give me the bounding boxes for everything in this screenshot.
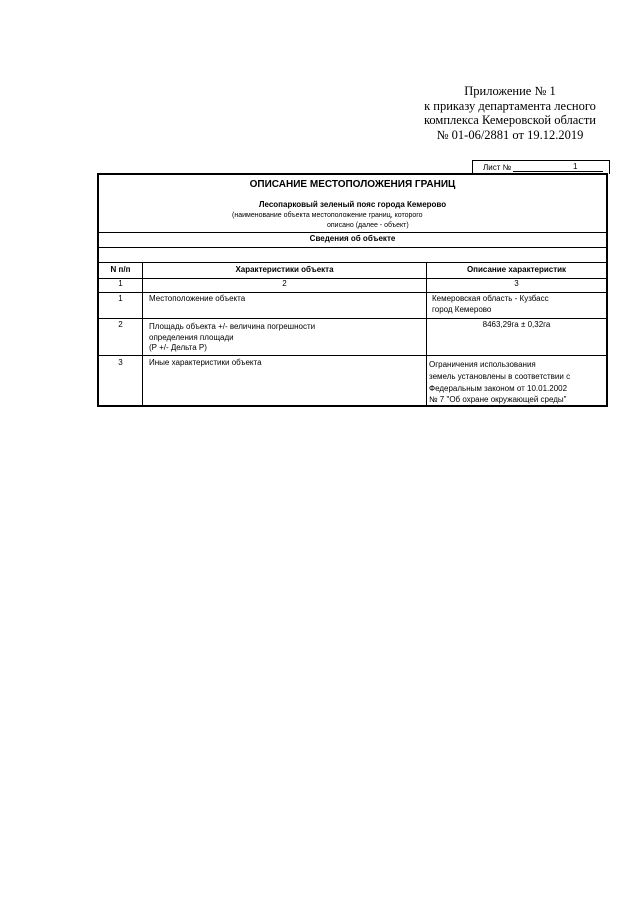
appendix-header (380, 84, 640, 142)
row-3-desc-line-2: земель установлены в соответствии с (429, 372, 571, 381)
col-number-2: 2 (282, 279, 287, 288)
divider-row-1 (99, 318, 606, 319)
row-2-num: 2 (118, 320, 123, 329)
row-1-desc-line-2: город Кемерово (432, 305, 492, 314)
object-note-line-1: (наименование объекта местоположение границ, которого (232, 212, 423, 219)
sheet-number-box (472, 160, 610, 174)
divider-title (99, 232, 606, 233)
row-3-desc-line-1: Ограничения использования (429, 360, 536, 369)
row-2-char-line-1: Площадь объекта +/- величина погрешности (149, 322, 316, 331)
object-name: Лесопарковый зеленый пояс города Кемерово (258, 200, 447, 209)
row-3-num: 3 (118, 358, 123, 367)
row-2-char-line-3: (P +/- Дельта P) (149, 343, 207, 352)
divider-section (99, 247, 606, 248)
sheet-number: 1 (573, 162, 578, 171)
sheet-underline (513, 171, 603, 172)
row-1-characteristic: Местоположение объекта (149, 294, 246, 303)
row-1-desc-line-1: Кемеровская область - Кузбасс (432, 294, 549, 303)
col-number-1: 1 (118, 279, 123, 288)
header-description: Описание характеристик (466, 265, 567, 274)
row-3-characteristic: Иные характеристики объекта (149, 358, 262, 367)
row-2-desc: 8463,29га ± 0,32га (482, 320, 551, 329)
object-note-line-2: описано (далее - объект) (327, 222, 409, 229)
appendix-line-1: Приложение № 1 (464, 84, 556, 98)
sheet-label: Лист № (483, 163, 512, 172)
row-3-desc-line-3: Федеральным законом от 10.01.2002 (429, 384, 568, 393)
document-title: ОПИСАНИЕ МЕСТОПОЛОЖЕНИЯ ГРАНИЦ (249, 179, 456, 190)
header-num: N п/п (110, 265, 131, 274)
row-1-num: 1 (118, 294, 123, 303)
divider-col-numbers (99, 292, 606, 293)
appendix-line-3: комплекса Кемеровской области (423, 113, 596, 128)
boundary-description-table (97, 173, 608, 407)
appendix-line-4: № 01-06/2881 от 19.12.2019 (436, 127, 584, 142)
section-title: Сведения об объекте (309, 234, 396, 243)
row-2-char-line-2: определения площади (149, 333, 234, 342)
appendix-line-2: к приказу департамента лесного (424, 98, 596, 113)
divider-table-top (99, 262, 606, 263)
header-characteristics: Характеристики объекта (235, 265, 334, 274)
col-number-3: 3 (514, 279, 519, 288)
row-3-desc-line-4: № 7 "Об охране окружающей среды" (429, 395, 567, 404)
divider-row-2 (99, 355, 606, 356)
